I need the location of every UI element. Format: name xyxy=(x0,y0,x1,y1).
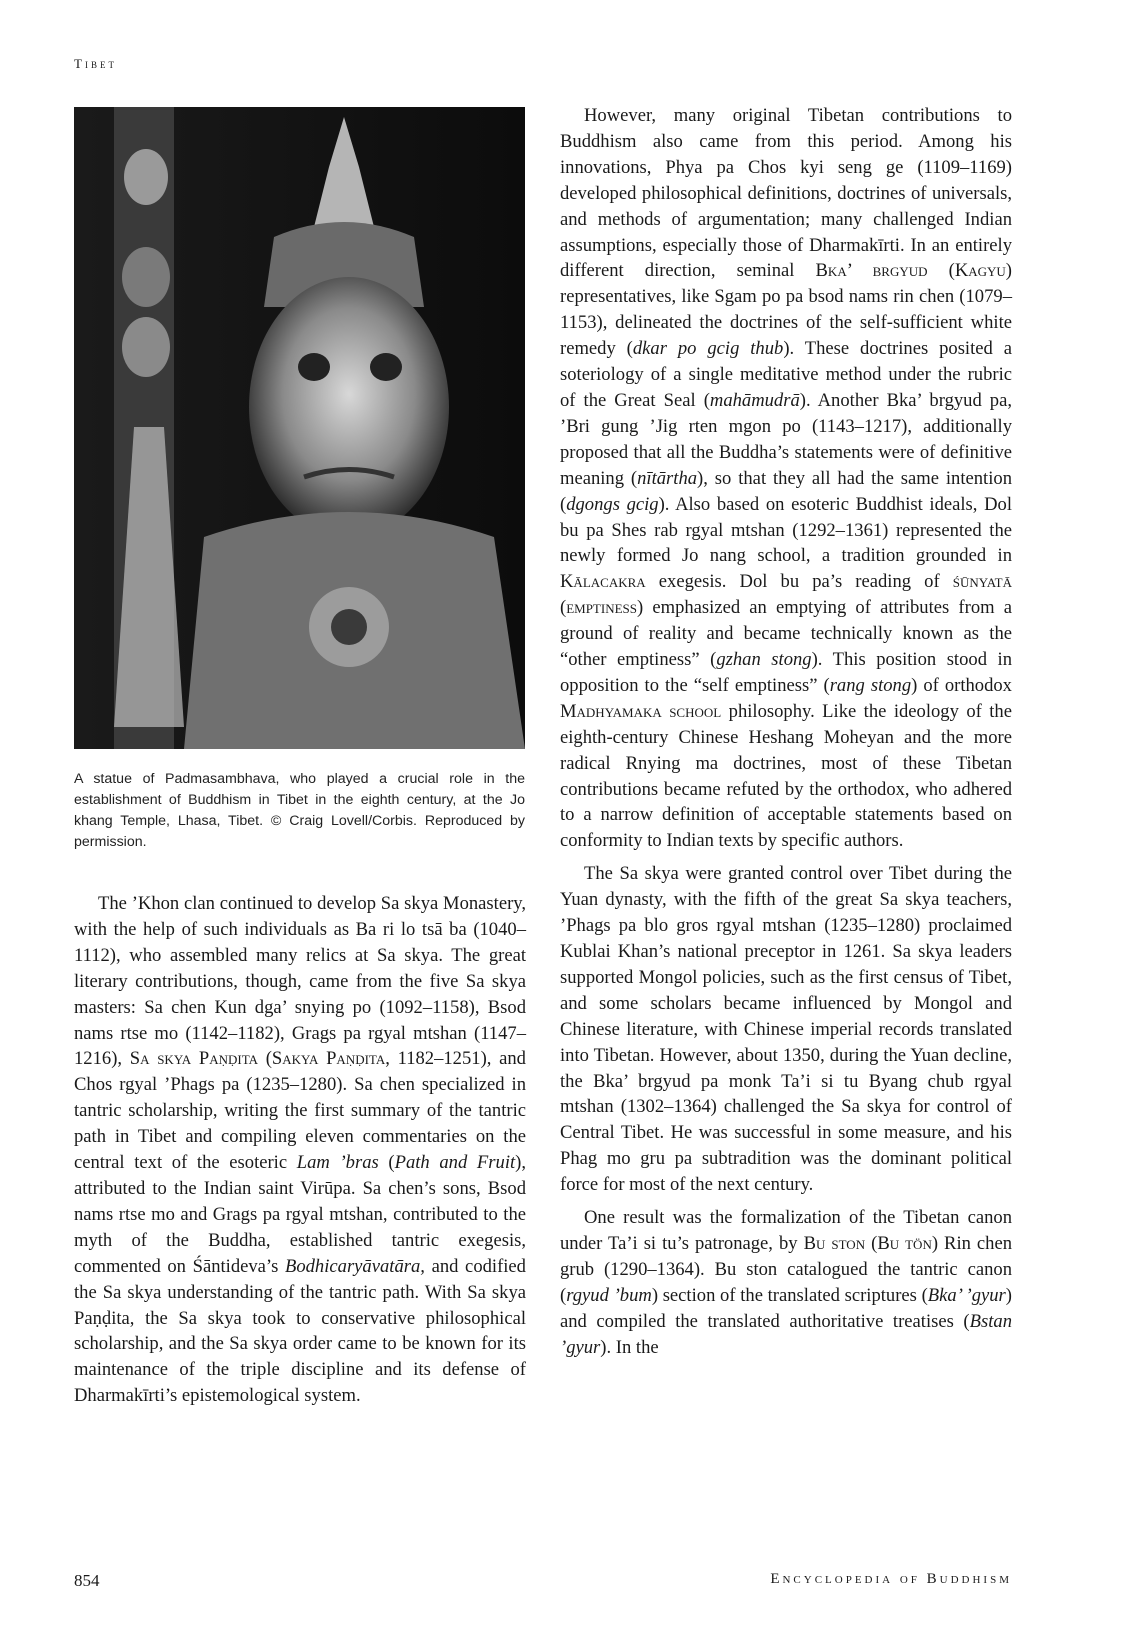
body-paragraph xyxy=(560,103,1012,854)
italic-term: Path and Fruit xyxy=(394,1152,516,1174)
text-run: ). Another Bka’ brgyud pa, ’Bri gung ’Jig rten mgon po (1143–1217), additionally proposed that all the Buddha’s statements were of definitive meaning ( xyxy=(560,389,1012,489)
text-run: ( xyxy=(378,1152,395,1174)
page-number: 854 xyxy=(74,1571,100,1590)
text-run: However, many original Tibetan contributions to Buddhism also came from this period. Among his innovations, Phya pa Chos kyi seng ge (1109–1169) developed philosophical definitions, doctrines of universals, and methods of argumentation; many challenged Indian assumptions, especially those of Dharmakīrti. In an entirely different direction, seminal xyxy=(560,105,1012,282)
cross-reference: Bu tön xyxy=(877,1232,932,1254)
book-title: Encyclopedia of Buddhism xyxy=(770,1571,1012,1587)
text-run: , 1182–1251), and Chos rgyal ’Phags pa (1235–1280). Sa chen specialized in tantric scholarship, writing the first summary of the tantric path in Tibet and compiling eleven commentaries on the central text of the esoteric xyxy=(74,1048,526,1174)
running-head: Tibet xyxy=(74,56,117,71)
italic-term: gzhan stong xyxy=(716,649,812,671)
text-run: ( xyxy=(865,1232,878,1254)
cross-reference: Sakya Paṇḍita xyxy=(271,1048,386,1070)
cross-reference: Bu ston xyxy=(803,1232,866,1254)
text-run: ( xyxy=(927,260,955,282)
text-run: exegesis. Dol bu pa’s reading of xyxy=(645,571,953,593)
body-paragraph xyxy=(74,891,526,1409)
text-run: and codified the Sa skya understanding of the tantric path. With Sa skya Paṇḍita, the Sa skya took to conservative philosophical scholarship, and the Sa skya order came to be known for its maintenance of the triple discipline and its defense of Dharmakīrti’s epistemological system. xyxy=(74,1255,526,1407)
statue-photo xyxy=(74,107,525,749)
text-run: ), so that they all had the same intention ( xyxy=(560,467,1012,515)
text-run: One result was the formalization of the Tibetan canon under Ta’i si tu’s patronage, by xyxy=(560,1207,1012,1254)
text-run: The Sa skya were granted control over Tibet during the Yuan dynasty, with the fifth of the great Sa skya teachers, ’Phags pa blo gros rgyal mtshan (1235–1280) proclaimed Kublai Khan’s national preceptor in 1261. Sa skya leaders supported Mongol policies, such as the first census of Tibet, and some scholars became influenced by Mongol and Chinese literature, with Chinese imperial records translated into Tibetan. However, about 1350, during the Yuan decline, the Bka’ brgyud pa monk Ta’i si tu Byang chub rgyal mtshan (1302–1364) challenged the Sa skya for control of Central Tibet. He was successful in some measure, and his Phag mo gru pa subtradition was the dominant political force for most of the next century. xyxy=(560,863,1012,1196)
text-run: ). In the xyxy=(600,1336,659,1358)
text-run: ) and compiled the translated authoritative treatises ( xyxy=(560,1284,1012,1332)
italic-term: Bodhicaryāvatāra, xyxy=(284,1255,425,1277)
body-paragraph xyxy=(560,1205,1012,1360)
italic-term: Bstan ’gyur xyxy=(560,1310,1012,1358)
text-run: ). These doctrines posited a soteriology of a single meditative method under the rubric of the Great Seal ( xyxy=(560,338,1012,411)
italic-term: nītārtha xyxy=(637,467,698,489)
italic-term: rang stong xyxy=(829,674,912,696)
text-run: ( xyxy=(258,1048,272,1070)
cross-reference: Kagyu xyxy=(954,260,1006,282)
text-run: philosophy. Like the ideology of the eighth-century Chinese Heshang Moheyan and the more radical Rnying ma doctrines, most of these Tibetan contributions became refuted by the orthodox, who adhered to a narrow definition of acceptable statements based on conformity to Indian texts by specific authors. xyxy=(560,700,1012,852)
text-run: ). This position stood in opposition to the “self emptiness” ( xyxy=(560,649,1012,696)
right-column xyxy=(560,103,1012,1368)
text-run: ) representatives, like Sgam po pa bsod nams rin chen (1079–1153), delineated the doctrines of the self-sufficient white remedy ( xyxy=(560,260,1012,360)
text-run: ) of orthodox xyxy=(911,674,1012,696)
padmasambhava-statue-image xyxy=(74,107,525,749)
italic-term: Lam ’bras xyxy=(296,1152,379,1174)
italic-term: dgongs gcig xyxy=(566,493,659,515)
text-run: ) Rin chen grub (1290–1364). Bu ston catalogued the tantric canon ( xyxy=(560,1232,1013,1306)
text-run: ), attributed to the Indian saint Virūpa. Sa chen’s sons, Bsod nams rtse mo and Grags pa rgyal mtshan, contributed to the myth of the Buddha, established tantric exegesis, commented on Śāntideva’s xyxy=(74,1152,526,1277)
cross-reference: Kālacakra xyxy=(560,571,646,593)
text-run: The ’Khon clan continued to develop Sa skya Monastery, with the help of such individuals as Ba ri lo tsā ba (1040–1112), who assembled many relics at Sa skya. The great literary contributions, though, came from the five Sa skya masters: Sa chen Kun dga’ snying po (1092–1158), Bsod nams rtse mo (1142–1182), Grags pa rgyal mtshan (1147–1216), xyxy=(74,893,526,1070)
cross-reference: Sa skya Paṇḍita xyxy=(129,1048,258,1070)
cross-reference: śūnyatā (emptiness) xyxy=(560,571,1012,619)
text-run: ). Also based on esoteric Buddhist ideals, Dol bu pa Shes rab rgyal mtshan (1292–1361) represented the newly formed Jo nang school, a tradition grounded in xyxy=(560,493,1012,567)
left-column xyxy=(74,891,526,1416)
italic-term: rgyud ’bum xyxy=(566,1284,652,1306)
text-run: emphasized an emptying of attributes from a ground of reality and became technically known as the “other emptiness” ( xyxy=(560,597,1012,671)
text-run: ) section of the translated scriptures ( xyxy=(651,1284,928,1306)
figure-caption: A statue of Padmasambhava, who played a crucial role in the establishment of Buddhism in Tibet in the eighth century, at the Jo khang Temple, Lhasa, Tibet. © Craig Lovell/Corbis. Reproduced by permission. xyxy=(74,771,525,850)
cross-reference: Bka’ brgyud xyxy=(815,260,928,282)
body-paragraph xyxy=(560,861,1012,1198)
italic-term: mahāmudrā xyxy=(709,389,800,411)
cross-reference: Madhyamaka school xyxy=(560,700,722,722)
italic-term: dkar po gcig thub xyxy=(632,338,784,360)
italic-term: Bka’ ’gyur xyxy=(927,1284,1006,1306)
